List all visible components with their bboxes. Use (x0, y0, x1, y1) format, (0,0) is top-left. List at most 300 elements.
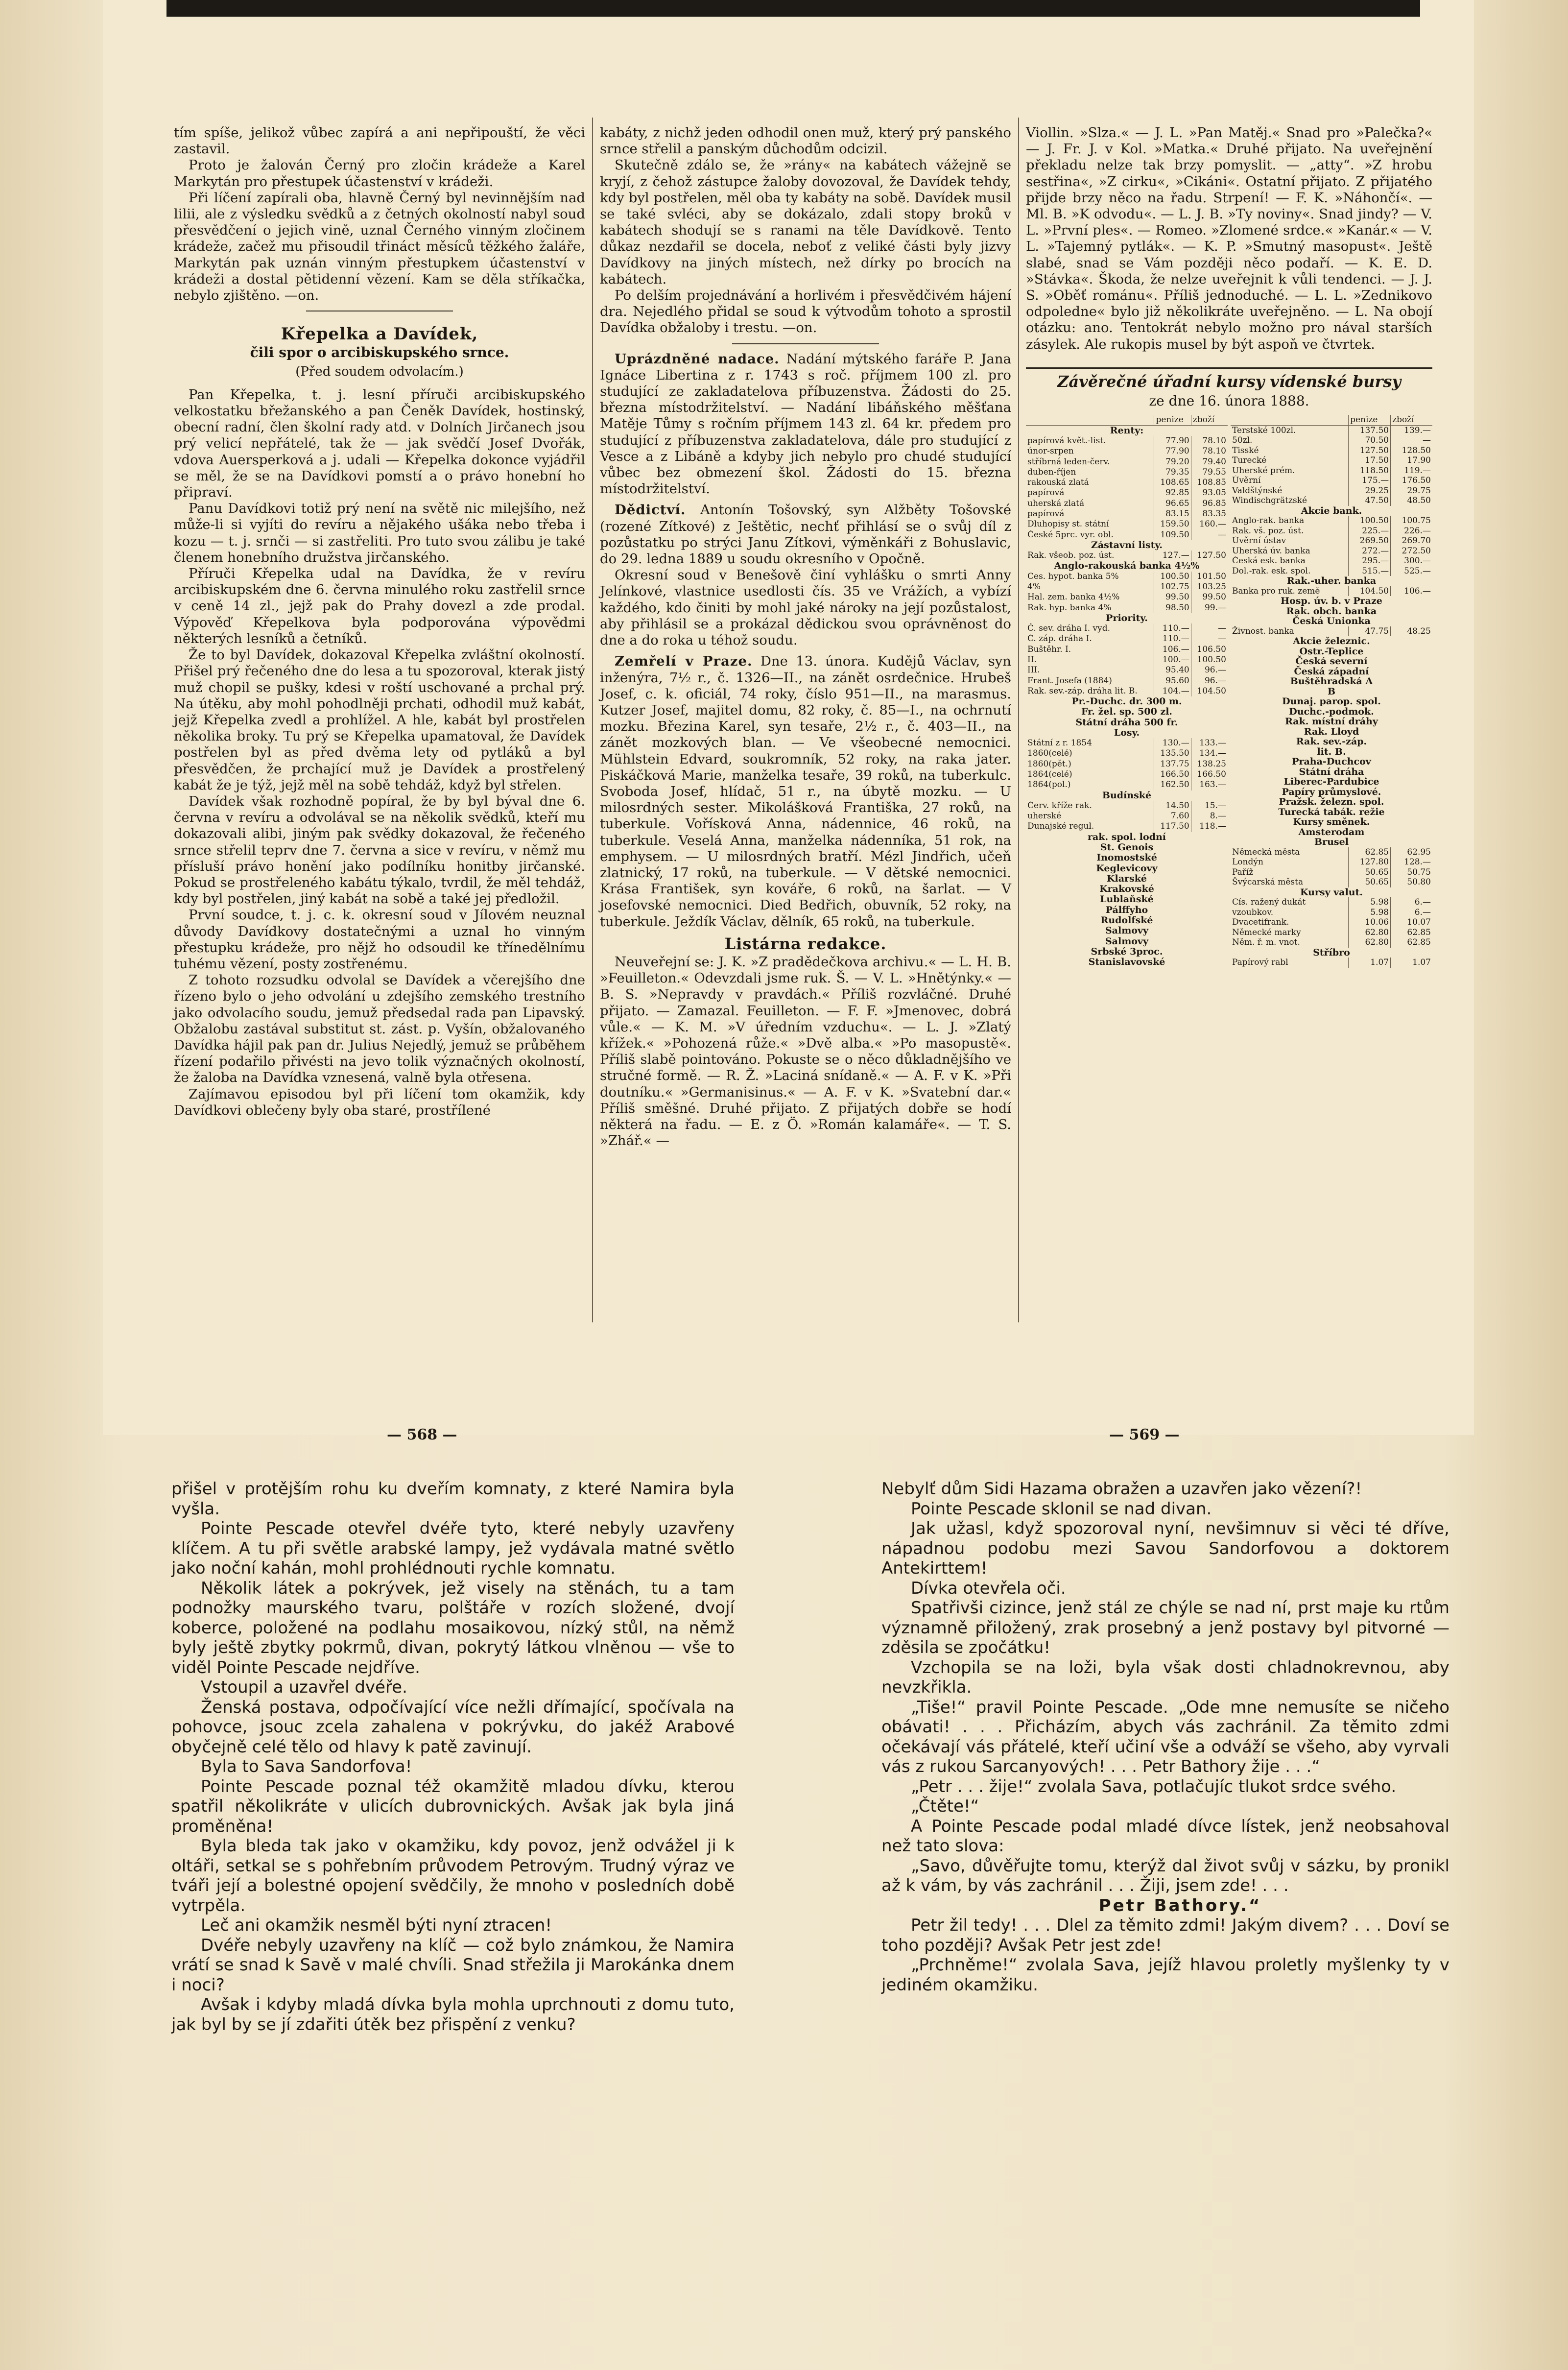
quote-goods: 6.— (1391, 908, 1432, 918)
quote-name: papírová (1027, 488, 1065, 498)
quote-money: 14.50 (1154, 801, 1191, 811)
quote-name: III. (1027, 665, 1040, 675)
quote-row (1026, 686, 1228, 696)
quote-category: Rudolfské (1100, 914, 1153, 926)
quote-row (1231, 506, 1432, 516)
novel-page-left (171, 1479, 735, 2035)
quote-row (1026, 759, 1228, 769)
paragraph: Okresní soud v Benešově činí vyhlášku o smrti Anny Jelínkové, vlastnice usedlosti čís. 35 ve Vrážích, a vybízí každého, kdo činiti by mohl jaké nároky na její pozůstalost, aby přihlásil se a prokázal dědickou svou oprávněnost do dne a do roka u téhož soudu. (600, 567, 1011, 648)
quote-category: Akcie bank. (1301, 505, 1362, 516)
section-text: Nadání mýtského faráře P. Jana Ignáce Libertina z r. 1743 s roč. příjmem 100 zl. pro studující ze zakladatelova příbuzenstva. Žádosti do 25. března místodržitelství. — Nadání libáňského měšťana Matěje Tůmy s ročním příjmem 143 zl. 64 kr. předem pro studující z příbuzenstva zakladatelova, dále pro studující z Vesce a z Libáně a kdyby jich nebylo pro chudé studující vůbec bez obmezení škol. Žádosti do 15. března místodržitelství. (600, 351, 1011, 497)
article-subheadline: čili spor o arcibiskupského srnce. (250, 344, 509, 361)
quote-money: 175.— (1349, 476, 1391, 486)
quote-goods: 272.50 (1391, 546, 1432, 556)
quote-name: Něm. ř. m. vnot. (1232, 937, 1300, 948)
paragraph: Několik látek a pokrývek, jež visely na stěnách, tu a tam podnožky maurského tvaru, polštáře v rozích složené, dvojí koberce, položené na podlahu mosaikovou, nízký stůl, na němž byly ještě zbytky pokrmů, divan, pokrytý látkou vlněnou — vše to viděl Pointe Pescade nejdříve. (171, 1578, 735, 1677)
quote-goods: — (1191, 634, 1228, 644)
quote-goods: 118.— (1191, 821, 1228, 832)
quote-money: 100.50 (1349, 516, 1391, 526)
quote-row (1026, 436, 1228, 446)
column-header: penize (1154, 415, 1191, 425)
quote-row (1231, 747, 1432, 757)
quote-goods: 62.95 (1391, 847, 1432, 858)
quote-category: lit. B. (1317, 746, 1346, 757)
quote-money: 166.50 (1154, 769, 1191, 780)
quote-money: 162.50 (1154, 780, 1191, 790)
quote-row (1026, 582, 1228, 592)
quote-row (1026, 936, 1228, 947)
quote-name: Č. sev. dráha I. vyd. (1027, 623, 1111, 634)
quote-money: 77.90 (1154, 436, 1191, 446)
quote-goods: 300.— (1391, 556, 1432, 566)
quote-category: Stříbro (1313, 947, 1350, 958)
quote-goods: 134.— (1191, 748, 1228, 759)
paragraph: Dvéře nebyly uzavřeny na klíč — což bylo známkou, že Namira vrátí se snad k Savě v malé chvíli. Snad střežila ji Marokánka dnem i noci? (171, 1935, 735, 1995)
quote-name: papírová (1027, 509, 1065, 519)
quote-name: Cís. ražený dukát (1232, 897, 1306, 908)
quote-row (1231, 787, 1432, 797)
quote-row (1026, 884, 1228, 894)
column-header: penize (1349, 415, 1391, 425)
column-3 (1026, 125, 1432, 968)
quote-money: 102.75 (1154, 582, 1191, 592)
quote-name: České 5prc. vyr. obl. (1027, 529, 1114, 540)
quote-category: Liberec-Pardubice (1283, 776, 1379, 788)
quote-row (1231, 476, 1432, 486)
quote-money: 47.75 (1349, 626, 1391, 637)
section-title: Zemřelí v Praze. (615, 653, 753, 670)
quote-category: Inomostské (1096, 852, 1157, 863)
quote-category: Česká Unionka (1292, 616, 1371, 627)
quote-row (1231, 928, 1432, 938)
quote-goods: 50.75 (1391, 867, 1432, 878)
quote-category: Rak. sev.-záp. (1296, 736, 1367, 747)
quote-money: 5.98 (1349, 908, 1391, 918)
quote-goods: 8.— (1191, 811, 1228, 821)
quote-goods: 103.25 (1191, 582, 1228, 592)
quote-row (1026, 603, 1228, 613)
column-header: zboží (1391, 415, 1432, 425)
quote-name: uherské (1027, 811, 1062, 821)
quote-name: Tisské (1232, 445, 1259, 455)
quote-row (1231, 455, 1432, 466)
quote-money: 135.50 (1154, 748, 1191, 759)
quote-goods: 99.— (1191, 603, 1228, 613)
quote-name: papírová květ.-list. (1027, 436, 1106, 446)
paragraph: Že to byl Davídek, dokazoval Křepelka zvláštní okolností. Přišel prý řečeného dne do lesa a tu spozoroval, kterak jistý muž chopil se pušky, kdesi v roští uschované a prchal prý. Na útěku, aby mohl pohodlněji prchati, odhodil muž kabát, jejž Křepelka zvedl a prohlížel. A hle, kabát byl prostřelen několika broky. Tu prý se Křepelka upamatoval, že Davídek postřelen byl as před dvěma lety od pytláků a byl přesvědčen, že prchající muž je Davídek a prostřelený kabát že je týž, jejž měl na sobě tehdáž, když byl střelen. (174, 647, 585, 793)
quote-name: Dvacetifrank. (1232, 917, 1289, 928)
quote-money: 62.85 (1349, 847, 1391, 858)
quote-goods: 79.55 (1191, 467, 1228, 478)
paragraph: kabáty, z nichž jeden odhodil onen muž, který prý panského srnce střelil a panským důchodům odcizil. (600, 125, 1011, 157)
quote-row (1231, 425, 1432, 435)
quote-category: Ostr.-Teplice (1299, 646, 1364, 657)
quote-goods: 119.— (1391, 466, 1432, 476)
column-rule (1018, 118, 1019, 1322)
quote-goods: 525.— (1391, 566, 1432, 576)
quote-row (1026, 572, 1228, 582)
quote-goods: 93.05 (1191, 488, 1228, 498)
quote-category: Salmovy (1105, 925, 1149, 936)
paragraph: Leč ani okamžik nesměl býti nyní ztracen! (201, 1915, 552, 1935)
quote-row (1231, 837, 1432, 847)
paragraph: Skutečně zdálo se, že »rány« na kabátech vážejně se kryjí, z čehož zástupce žaloby dovozoval, že Davídek tehdy, kdy byl postřelen, měl oba ty kabáty na sobě. Davídek musil se také svléci, aby se dokázalo, zdali stopy broků v kabátech shodují se s ranami na těle Davídkově. Tento důkaz nezdařil se docela, neboť z veliké části byly jizvy Davídkovy na jiných místech, než dírky po brocích na kabátech. (600, 157, 1011, 287)
quote-money: 100.— (1154, 655, 1191, 665)
quote-money: 62.80 (1349, 928, 1391, 938)
quote-goods: 78.10 (1191, 446, 1228, 456)
quote-row (1026, 738, 1228, 748)
quote-category: Hosp. úv. b. v Praze (1281, 596, 1382, 607)
quote-name: Windischgrätzské (1232, 496, 1307, 506)
quote-row (1231, 877, 1432, 887)
quote-goods: 62.85 (1391, 937, 1432, 948)
quote-money: 62.80 (1349, 937, 1391, 948)
quote-row (1231, 606, 1432, 617)
quote-category: Rak. místní dráhy (1285, 716, 1378, 727)
quote-name: Londýn (1232, 857, 1263, 867)
quote-category: Lublaňské (1100, 894, 1154, 905)
quote-category: Fr. žel. sp. 500 zl. (1081, 706, 1173, 718)
quote-money: 50.65 (1349, 877, 1391, 887)
paragraph: Dívka otevřela oči. (911, 1578, 1066, 1598)
quote-category: Losy. (1114, 727, 1140, 738)
quote-row (1231, 466, 1432, 476)
quote-row (1026, 947, 1228, 957)
quote-row (1026, 665, 1228, 675)
quote-category: Klarské (1106, 873, 1147, 884)
paragraph: Příruči Křepelka udal na Davídka, že v revíru arcibiskupském dne 6. června minulého roku zastřelil srnce v ceně 14 zl., jejž pak do Prahy dovezl a zde prodal. Výpověď Křepelkova byla podporována výpovědmi některých lesníků a četníků. (174, 566, 585, 646)
quote-goods: 176.50 (1391, 476, 1432, 486)
quote-name: Hal. zem. banka 4½% (1027, 592, 1120, 602)
quote-row (1026, 696, 1228, 707)
quote-row (1231, 636, 1432, 646)
quote-money: 127.50 (1349, 446, 1391, 456)
quote-row (1026, 842, 1228, 853)
quote-category: Krakovské (1099, 884, 1154, 895)
quote-goods: 96.85 (1191, 499, 1228, 509)
quote-row (1026, 769, 1228, 780)
quote-name: Česká esk. banka (1232, 556, 1306, 566)
quote-money: 515.— (1349, 566, 1391, 576)
quote-name: 1860(celé) (1027, 748, 1072, 759)
quote-money: 77.90 (1154, 446, 1191, 456)
quote-name: Německé marky (1232, 927, 1301, 937)
paragraph: Spatřivši cizince, jenž stál ze chýle se nad ní, prst maje ku rtům významně přiložený, zrak prosebný a jenž postavy byl pitvorné — zděsila se zpočátku! (881, 1598, 1449, 1657)
paragraph: Panu Davídkovi totiž prý není na světě nic milejšího, než může-li si vyjíti do revíru a nějakého ušáka nebo třeba i kozu — t. j. srnči — si zastřeliti. Pro tuto svou zálibu je také členem honebního družstva jirčanského. (174, 501, 585, 565)
quote-category: Zástavní listy. (1091, 539, 1163, 551)
quote-goods: 6.— (1391, 897, 1432, 908)
quote-row (1026, 551, 1228, 561)
quote-money: 99.50 (1154, 592, 1191, 602)
quote-money: 269.50 (1349, 536, 1391, 546)
quotes-table-left (1026, 415, 1228, 968)
quote-category: Rak.-uher. banka (1286, 575, 1377, 587)
quote-row (1026, 488, 1228, 498)
quote-money: 95.60 (1154, 676, 1191, 686)
quote-category: rak. spol. lodní (1087, 831, 1166, 842)
quote-money: 118.50 (1349, 466, 1391, 476)
quote-category: Priority. (1106, 612, 1148, 623)
paragraph: Avšak i kdyby mladá dívka byla mohla uprchnouti z domu tuto, jak byl by se jí zdařiti útěk bez přispění z venku? (171, 1995, 735, 2035)
quote-goods: 101.50 (1191, 572, 1228, 582)
quote-name: Německá města (1232, 847, 1300, 857)
quote-row (1026, 728, 1228, 738)
quote-category: Srbské 3proc. (1091, 946, 1163, 957)
quote-category: Salmovy (1105, 935, 1149, 947)
quote-row (1231, 867, 1432, 878)
quote-name: Terstské 100zl. (1232, 425, 1296, 435)
paragraph: Jak užasl, když spozoroval nyní, nevšimnuv si věci té dříve, nápadnou podobu mezi Savou Sandorfovou a doktorem Antekirttem! (881, 1519, 1449, 1578)
quote-money: 100.50 (1154, 572, 1191, 582)
quote-money: 109.50 (1154, 530, 1191, 540)
quote-money: 104.50 (1349, 586, 1391, 597)
quote-category: Státní dráha (1299, 766, 1364, 777)
quote-goods: — (1191, 623, 1228, 634)
paragraph: Pointe Pescade sklonil se nad divan. (911, 1499, 1212, 1519)
quote-goods: 127.50 (1191, 551, 1228, 561)
quote-name: Anglo-rak. banka (1232, 516, 1305, 526)
quote-goods: 15.— (1191, 801, 1228, 811)
quote-row (1026, 509, 1228, 519)
quote-goods: 108.85 (1191, 478, 1228, 488)
quote-goods: 96.— (1191, 665, 1228, 675)
quote-row (1231, 536, 1432, 546)
quote-row (1231, 616, 1432, 626)
quote-category: Amsterodam (1298, 826, 1365, 838)
quote-money: 137.75 (1154, 759, 1191, 769)
quote-row (1231, 596, 1432, 606)
quote-row (1026, 853, 1228, 863)
quote-name: II. (1027, 654, 1037, 665)
quote-category: Pálffyho (1105, 904, 1148, 915)
quotes-tables (1026, 415, 1432, 968)
quote-row (1026, 957, 1228, 968)
quote-name: Buštěhr. I. (1027, 644, 1071, 654)
quote-money: 79.20 (1154, 457, 1191, 467)
paragraph: Vstoupil a uzavřel dvéře. (201, 1677, 407, 1697)
quote-category: Anglo-rakouská banka 4½% (1054, 560, 1200, 572)
quote-money: 108.65 (1154, 478, 1191, 488)
quote-money: 17.50 (1349, 455, 1391, 466)
quote-name: Úvěrní ústav (1232, 536, 1286, 546)
paragraph: Petr žil tedy! . . . Dlel za těmito zdmi! Jakým divem? . . . Doví se toho později? Avšak Petr jest zde! (881, 1915, 1449, 1955)
quote-row (1231, 687, 1432, 697)
quote-row (1231, 777, 1432, 787)
quote-row (1026, 811, 1228, 821)
quote-name: Státní z r. 1854 (1027, 738, 1092, 748)
paragraph: tím spíše, jelikož vůbec zapírá a ani nepřipouští, že věci zastavil. (174, 125, 585, 157)
quote-category: Duchc.-podmok. (1289, 706, 1374, 717)
quote-row (1231, 667, 1432, 677)
quote-row (1231, 546, 1432, 556)
paragraph: A Pointe Pescade podal mladé dívce lístek, jenž neobsahoval než tato slova: (881, 1816, 1449, 1856)
quote-category: St. Genois (1100, 842, 1154, 853)
quote-category: Praha-Duchcov (1292, 756, 1371, 767)
quote-goods: 160.— (1191, 519, 1228, 529)
quote-row (1231, 897, 1432, 908)
quote-category: Česká západní (1294, 666, 1369, 677)
quote-name: Úvěrní (1232, 476, 1261, 486)
quote-row (1026, 467, 1228, 478)
quote-name: Frant. Josefa (1884) (1027, 675, 1112, 686)
quote-goods: 96.— (1191, 676, 1228, 686)
quote-goods: 48.25 (1391, 626, 1432, 637)
quote-name: 50zl. (1232, 435, 1253, 446)
quote-goods: 48.50 (1391, 496, 1432, 506)
novel-page-right (881, 1479, 1449, 1995)
quote-money: 137.50 (1349, 425, 1391, 435)
quote-name: Švýcarská města (1232, 877, 1304, 887)
page-number: — 568 — (387, 1426, 457, 1443)
quote-category: Turecká tabák. režie (1278, 806, 1385, 817)
quote-goods: 163.— (1191, 780, 1228, 790)
quote-name: stříbrná leden-červ. (1027, 456, 1110, 467)
quote-money: 127.80 (1349, 857, 1391, 867)
quote-row (1026, 623, 1228, 634)
paragraph: Zajímavou episodou byl při líčení tom okamžik, kdy Davídkovi oblečeny byly oba staré, prostřílené (174, 1086, 585, 1118)
quote-row (1231, 817, 1432, 827)
quote-goods: 226.— (1391, 526, 1432, 536)
quote-goods: 128.— (1391, 857, 1432, 867)
quote-row (1026, 780, 1228, 790)
quote-name: Papírový rabl (1232, 958, 1288, 968)
paragraph: Pan Křepelka, t. j. lesní příruči arcibiskupského velkostatku břežanského a pan Čeněk Davídek, hostinský, obecní radní, člen školní rady atd. v Dolních Jirčanech jsou prý velicí nepřátelé, tak že — jak svědčí Josef Dvořák, vdova Auersperková a j. udali — Křepelka dokonce vyjádřil se měl, že se na Davídkovi pomstí a o právo honební ho připraví. (174, 386, 585, 501)
quote-money: 225.— (1349, 526, 1391, 536)
quote-row (1231, 646, 1432, 657)
section-text: Dne 13. února. Kudějů Václav, syn inženýra, 7½ r., č. 1326—II., na zánět osrdečnice. Hrubeš Josef, c. k. oficiál, 74 roky, číslo 951—II., na marasmus. Kutzer Josef, majitel domu, 82 roky, č. 85—I., na ochrnutí mozku. Březina Karel, syn tesaře, 2½ r., č. 403—II., na zánět mozkových blan. — Ve všeobecné nemocnici. Mühlstein Edvard, soukromník, 52 roky, na raka jater. Piskáčková Marie, manželka tesaře, 39 roků, na tuberkulc. Svoboda Josef, hlídač, 51 r., na úbytě mozku. — U milosrdných sester. Mikolášková Františka, 27 roků, na tuberkule. Vořísková Anna, nádennice, 46 roků, na tuberkule. Veselá Anna, manželka nádenníka, 51 rok, na emphysem. — U milosrdných bratří. Mézl Jindřich, učeň zlatnický, 17 roků, na tuberkule. — V dětské nemocnici. Krása František, syn kováře, 6 roků, na šarlat. — V josefovské nemocnici. Died Bedřich, obuvník, 52 roky, na tuberkule. Ježdík Václav, dělník, 65 roků, na tuberkule. (600, 653, 1011, 930)
quote-row (1231, 737, 1432, 747)
quote-row (1026, 894, 1228, 905)
quote-category: Papíry průmyslové. (1282, 786, 1381, 797)
quote-goods: 100.50 (1191, 655, 1228, 665)
quote-money: 110.— (1154, 623, 1191, 634)
quote-category: Rak. obch. banka (1286, 605, 1377, 617)
quote-money: 159.50 (1154, 519, 1191, 529)
quote-name: Uherská úv. banka (1232, 546, 1310, 556)
quote-row (1026, 457, 1228, 467)
paragraph: Davídek však rozhodně popíral, že by byl býval dne 6. června v revíru a odvolával se na několik svědků, kteří mu dokazovali alibi, jiným pak svědky dokazoval, že řečeného srnce střelil teprv dne 7. června a sice v revíru, v němž mu přísluší právo honění jako podílníku honitby jirčanské. Pokud se prostřeleného kabátu týkalo, tvrdil, že měl tehdáž, kdy byl postřelen, jiný kabát na sobě a také jej předložil. (174, 793, 585, 907)
quote-category: Stanislavovské (1088, 957, 1165, 968)
quote-row (1231, 917, 1432, 928)
quote-money: 110.— (1154, 634, 1191, 644)
quote-row (1026, 832, 1228, 842)
quote-row (1231, 827, 1432, 838)
quote-row (1026, 718, 1228, 728)
quote-category: Pr.-Duchc. dr. 300 m. (1071, 696, 1182, 707)
page-number: — 569 — (1109, 1426, 1180, 1443)
quote-row (1231, 576, 1432, 586)
quote-goods: 139.— (1391, 425, 1432, 435)
quote-money: 98.50 (1154, 603, 1191, 613)
quote-money: 95.40 (1154, 665, 1191, 675)
quote-goods: 50.80 (1391, 877, 1432, 887)
top-dark-edge (166, 0, 1420, 17)
quote-row (1231, 847, 1432, 858)
quote-category: Buštěhradská A (1290, 676, 1373, 687)
quote-name: Banka pro ruk. země (1232, 586, 1320, 596)
quote-row (1231, 908, 1432, 918)
quote-row (1231, 556, 1432, 566)
quote-money: 70.50 (1349, 435, 1391, 446)
quote-money: 106.— (1154, 645, 1191, 655)
quote-money: 272.— (1349, 546, 1391, 556)
paragraph: Byla bleda tak jako v okamžiku, kdy povoz, jenž odvážel ji k oltáři, setkal se s pohřebním průvodem Petrovým. Trudný výraz ve tváři její a bolestné opojení svědčily, že mnoho v posledních době vytrpěla. (171, 1836, 735, 1915)
paragraph: „Tiše!“ pravil Pointe Pescade. „Ode mne nemusíte se ničeho obávati! . . . Přicházím, abych vás zachránil. Za těmito zdmi očekávají vás přátelé, kteří učiní vše a odváží se všeho, aby vyrvali vás z rukou Sarcanyových! . . . Petr Bathory žije . . .“ (881, 1697, 1449, 1776)
quote-row (1231, 727, 1432, 737)
paragraph: Vzchopila se na loži, byla však dosti chladnokrevnou, aby nevzkřikla. (881, 1657, 1449, 1697)
quote-row (1026, 926, 1228, 936)
quote-goods: 128.50 (1391, 446, 1432, 456)
quote-category: Česká severní (1295, 656, 1368, 667)
quote-category: B (1327, 686, 1336, 697)
quote-name: 1864(celé) (1027, 769, 1072, 780)
quote-row (1026, 613, 1228, 623)
quote-goods: 78.10 (1191, 436, 1228, 446)
quote-row (1026, 748, 1228, 759)
quote-category: Kursy směnek. (1293, 816, 1370, 828)
quote-row (1231, 717, 1432, 727)
quote-name: rakouská zlatá (1027, 478, 1089, 488)
quote-category: Brusel (1314, 837, 1349, 848)
quote-row (1026, 676, 1228, 686)
quote-name: vzoubkov. (1232, 907, 1274, 917)
quote-row (1231, 757, 1432, 767)
quote-name: Turecké (1232, 455, 1267, 466)
quote-category: Kursy valut. (1300, 886, 1363, 898)
article-note: (Před soudem odvolacím.) (295, 364, 464, 379)
quote-row (1231, 516, 1432, 526)
paragraph: Proto je žalován Černý pro zločin krádeže a Karel Markytán pro přestupek účastenství v krádeži. (174, 157, 585, 190)
quote-money: 47.50 (1349, 496, 1391, 506)
article-headline: Křepelka a Davídek, (281, 324, 478, 344)
paragraph: „Čtěte!“ (911, 1796, 979, 1816)
quote-name: Paříž (1232, 867, 1254, 877)
paragraph: přišel v protějším rohu ku dveřím komnaty, z které Namira byla vyšla. (171, 1479, 735, 1519)
quote-row (1026, 561, 1228, 571)
quote-name: Rak. hyp. banka 4% (1027, 602, 1112, 613)
paragraph: Byla to Sava Sandorfova! (201, 1757, 412, 1776)
quote-row (1231, 676, 1432, 687)
quote-goods: 29.75 (1391, 486, 1432, 496)
quote-money: 127.— (1154, 551, 1191, 561)
quote-row (1026, 905, 1228, 915)
quote-goods: 269.70 (1391, 536, 1432, 546)
paragraph: Pointe Pescade otevřel dvéře tyto, které nebyly uzavřeny klíčem. A tu při světle arabské lampy, jež vydávala matné světlo jako noční kahán, mohl prohlédnouti rychle komnatu. (171, 1519, 735, 1578)
quote-name: 4% (1027, 581, 1041, 592)
quote-name: Červ. kříže rak. (1027, 800, 1092, 811)
quote-row (1231, 446, 1432, 456)
quote-name: Dunajské regul. (1027, 821, 1094, 832)
quote-category: Pražsk. železn. spol. (1279, 796, 1384, 808)
section-title: Uprázdněné nadace. (615, 351, 780, 367)
quote-name: Rak. všeob. poz. úst. (1027, 551, 1115, 561)
section-title: Listárna redakce. (724, 934, 887, 953)
quote-row (1231, 887, 1432, 898)
quote-row (1231, 767, 1432, 777)
quote-row (1231, 486, 1432, 496)
quote-goods: — (1191, 530, 1228, 540)
section-title: Dědictví. (615, 502, 686, 518)
quote-money: 50.65 (1349, 867, 1391, 878)
quote-money: 295.— (1349, 556, 1391, 566)
quote-name: duben-říjen (1027, 467, 1076, 477)
quote-goods: 138.25 (1191, 759, 1228, 769)
column-header: zboží (1191, 415, 1228, 425)
paragraph: Nebylť dům Sidi Hazama obražen a uzavřen jako vězení?! (881, 1479, 1362, 1499)
quote-row (1231, 707, 1432, 717)
quote-row (1231, 857, 1432, 867)
quote-goods: 62.85 (1391, 928, 1432, 938)
